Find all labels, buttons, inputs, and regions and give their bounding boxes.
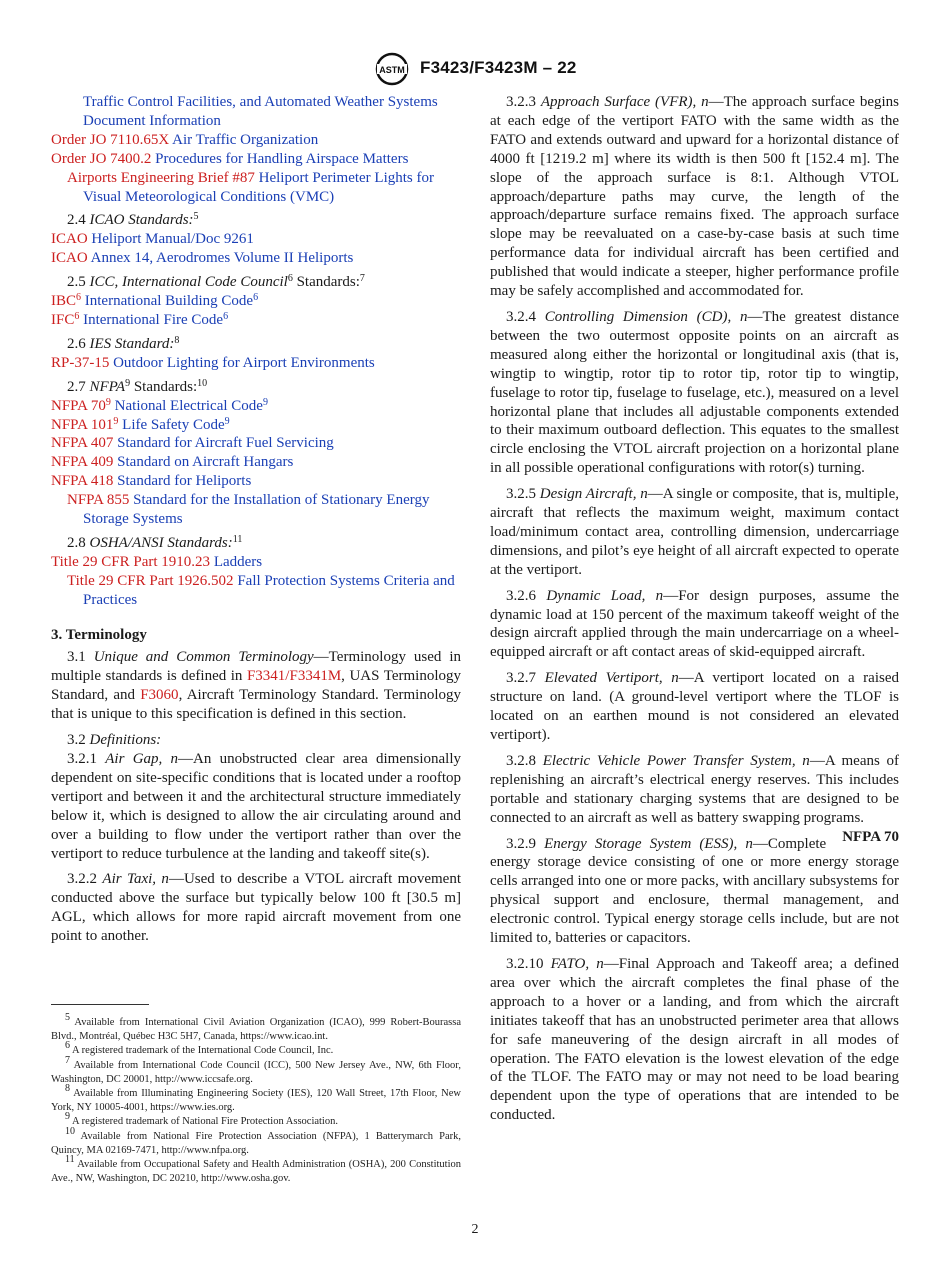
- reference-title-link[interactable]: National Electrical Code$^9$: [114, 396, 268, 414]
- footnote: $^{10}$ Available from National Fire Protection Association (NFPA), 1 Batterymarch Park, Quincy, MA 02169-7471, http://www.nfpa.org.: [51, 1125, 462, 1156]
- footnote: $^5$ Available from International Civil Aviation Organization (ICAO), 999 Robert-Bourassa Blvd., Montréal, Québec H3C 5H7, Canada, https://www.icao.int.: [51, 1012, 461, 1043]
- subsection-heading: 2.4 ICAO Standards:$^5$: [67, 211, 199, 229]
- standard-link[interactable]: F3341/F3341M: [246, 668, 342, 685]
- subsection-heading: 2.7 NFPA$^9$ Standards:$^{10}$: [67, 377, 208, 395]
- reference-item: [51, 453, 461, 472]
- definition-source: NFPA 70: [842, 828, 899, 845]
- document-id: F3423/F3423M – 22: [420, 58, 577, 77]
- reference-code-link[interactable]: RP-37-15: [51, 354, 110, 371]
- definition-paragraph: 3.2.4 Controlling Dimension (CD), n—The greatest distance between the two outermost opposite points on an aircraft as measured along either the horizontal or longitudinal axis (that is, wingtip to wingtip, rotor tip to rotor tip, rotor tip to wingtip, fuselage to rotor tip, fuselage to fuselage, etc.), measured on a level horizontal plane that includes all adjustable components extended to their maximum outboard deflection. This equates to the smallest circle enclosing the VTOL aircraft projection on a horizontal plane in all possible operational configurations with rotor(s) turning.: [490, 308, 900, 477]
- reference-code-link[interactable]: NFPA 418: [51, 473, 114, 490]
- reference-title-link[interactable]: Standard for the Installation of Stationary Energy Storage Systems: [83, 492, 430, 528]
- reference-item: [51, 434, 461, 453]
- reference-code-link[interactable]: NFPA 407: [51, 435, 114, 452]
- reference-title-link[interactable]: Heliport Manual/Doc 9261: [91, 231, 254, 248]
- reference-title-link[interactable]: Traffic Control Facilities, and Automated Weather Systems Document Information: [83, 94, 438, 129]
- reference-item: [51, 230, 461, 249]
- reference-title-link[interactable]: Life Safety Code$^9$: [122, 415, 230, 433]
- subsection-heading: 2.5 ICC, International Code Council$^6$ Standards:$^7$: [67, 273, 365, 291]
- reference-code-link[interactable]: Order JO 7400.2: [51, 150, 152, 167]
- reference-title-link[interactable]: Outdoor Lighting for Airport Environments: [113, 354, 375, 371]
- reference-item: [51, 416, 461, 435]
- definition-paragraph: 3.2.3 Approach Surface (VFR), n—The approach surface begins at each edge of the vertiport FATO with the same width as the FATO and extends outward and upward for a horizontal distance of 4000 ft [1219.2 m] where its width is then 500 ft [152.4 m]. The slope of the approach surface is 8:1. Although VTOL approach/departure paths may curve, the length of the approach/departure surface remains fixed. The approach surface slope may be reevaluated on a case-by-case basis at such time performance data for individual aircraft has been certified and published that would indicate a steeper, higher performance profile may be safely accomplished and accommodated for.: [490, 94, 899, 300]
- reference-item: [51, 169, 461, 207]
- footnote: $^{11}$ Available from Occupational Safety and Health Administration (OSHA), 200 Constitution Ave., NW, Washington, DC 20210, http://www.osha.gov.: [51, 1154, 462, 1185]
- definition-paragraph: 3.2.10 FATO, n—Final Approach and Takeoff area; a defined area over which the aircraft completes the final phase of the approach to a hover or a landing, and from which the aircraft initiates takeoff that has an unobstructed perimeter area that allows for safe maneuvering of the design aircraft in all modes of operation. The FATO elevation is the lowest elevation of the edge of the TLOF. The FATO may or may not need to be load bearing dependent upon the type of operations that are intended to be conducted.: [490, 955, 899, 1124]
- reference-item: [51, 472, 461, 491]
- reference-code-link[interactable]: NFPA 855: [67, 492, 130, 509]
- definition-paragraph: 3.2.1 Air Gap, n—An unobstructed clear area dimensionally dependent on site-specific conditions that is located under a rooftop vertiport and between it and the architectural structure immediately below it, which is designed to allow the air circulating around and over a building to flow under the vertiport rather than over the vertiport to reduce turbulence at the landing and takeoff site(s).: [51, 751, 462, 862]
- reference-title-link[interactable]: Air Traffic Organization: [172, 131, 319, 148]
- reference-title-link[interactable]: International Building Code$^6$: [84, 292, 259, 310]
- reference-code-link[interactable]: NFPA $101^9$: [51, 415, 119, 433]
- reference-item: [51, 354, 461, 373]
- reference-item: [51, 249, 461, 268]
- reference-item: [51, 93, 461, 131]
- reference-title-link[interactable]: Annex 14, Aerodromes Volume II Heliports: [90, 250, 354, 267]
- reference-item: [51, 311, 461, 330]
- page-header: [0, 52, 950, 86]
- reference-title-link[interactable]: Fall Protection Systems Criteria and Practices: [83, 572, 455, 608]
- reference-code-link[interactable]: ICAO: [51, 231, 88, 248]
- paragraph: 3.2 Definitions:: [67, 732, 162, 749]
- reference-code-link[interactable]: NFPA 409: [51, 454, 114, 471]
- reference-item: [51, 491, 461, 529]
- footnote: $^6$ A registered trademark of the International Code Council, Inc.: [65, 1040, 334, 1057]
- reference-title-link[interactable]: Standard for Heliports: [117, 473, 252, 490]
- reference-title-link[interactable]: Standard on Aircraft Hangars: [117, 454, 294, 471]
- right-column: [490, 93, 899, 1125]
- page-number: 2: [471, 1222, 479, 1237]
- subsection-heading: 2.6 IES Standard:$^8$: [67, 334, 180, 352]
- reference-title-link[interactable]: Heliport Perimeter Lights for Visual Meteorological Conditions (VMC): [83, 169, 434, 205]
- definition-paragraph: 3.2.6 Dynamic Load, n—For design purposes, assume the dynamic load at 150 percent of the maximum takeoff weight of the design aircraft applied through the main undercarriage on a wheel-equipped aircraft or aft contact areas of skid-equipped aircraft.: [490, 587, 899, 661]
- svg-text:ASTM: ASTM: [379, 65, 405, 75]
- reference-item: [51, 397, 461, 416]
- reference-code-link[interactable]: Title 29 CFR Part 1926.502: [67, 572, 234, 589]
- footnote-divider: [51, 1004, 149, 1005]
- left-column: [51, 93, 461, 946]
- footnote: $^9$ A registered trademark of National Fire Protection Association.: [65, 1111, 338, 1128]
- definition-paragraph: 3.2.8 Electric Vehicle Power Transfer System, n—A means of replenishing an aircraft’s electrical energy reserves. This includes portable and stationary charging systems that are designed to be connected to an aircraft as well as battery swapping programs. NFPA 70: [490, 752, 899, 845]
- subsection-heading: 2.8 OSHA/ANSI Standards:$^{11}$: [67, 533, 243, 551]
- definition-paragraph: 3.2.7 Elevated Vertiport, n—A vertiport located on a raised structure on land. (A ground-level vertiport where the TLOF is located on an earthen mound is not considered an elevated vertiport).: [490, 670, 899, 743]
- reference-code-link[interactable]: ICAO: [51, 250, 88, 267]
- definition-paragraph: 3.2.2 Air Taxi, n—Used to describe a VTOL aircraft movement conducted above the surface but typically below 100 ft [30.5 m] AGL, which allows for more rapid aircraft movement from one point to another.: [51, 871, 461, 945]
- paragraph: 3.1 Unique and Common Terminology—Terminology used in multiple standards is defined in F3341/F3341M, UAS Terminology Standard, and F3060, Aircraft Terminology Standard. Terminology that is unique to this specification is defined in this section.: [51, 649, 462, 723]
- reference-title-link[interactable]: Procedures for Handling Airspace Matters: [155, 150, 409, 167]
- reference-title-link[interactable]: Standard for Aircraft Fuel Servicing: [117, 435, 334, 452]
- reference-item: [51, 572, 461, 610]
- reference-title-link[interactable]: International Fire Code$^6$: [83, 310, 229, 328]
- reference-code-link[interactable]: Title 29 CFR Part 1910.23: [51, 553, 211, 570]
- definition-paragraph: 3.2.9 Energy Storage System (ESS), n—Complete energy storage device consisting of one or more energy storage cells arranged into one or more packs, with ancillary subsystems for physical support and enclosure, thermal management, and electronic control. Typical energy storage cells include, but are not limited to, batteries or capacitors.: [490, 835, 899, 947]
- astm-logo-icon: [374, 52, 410, 86]
- reference-code-link[interactable]: IBC$^6$: [51, 292, 82, 310]
- reference-item: [51, 150, 461, 169]
- reference-item: [51, 553, 461, 572]
- reference-code-link[interactable]: NFPA $70^9$: [51, 396, 111, 414]
- reference-code-link[interactable]: Order JO 7110.65X: [51, 131, 170, 148]
- footnote: $^8$ Available from Illuminating Engineering Society (IES), 120 Wall Street, 17th Floor, New York, NY 10005-4001, https://www.ies.org.: [51, 1083, 461, 1114]
- footnotes: [51, 1012, 462, 1186]
- reference-code-link[interactable]: IFC$^6$: [51, 310, 80, 328]
- reference-item: [51, 131, 461, 150]
- reference-code-link[interactable]: Airports Engineering Brief #87: [67, 169, 255, 186]
- definition-paragraph: 3.2.5 Design Aircraft, n—A single or composite, that is, multiple, aircraft that reflects the maximum weight, maximum contact load/minimum contact area, controlling dimension, undercarriage dimensions, and pilot’s eye height of all aircraft expected to operate at the vertiport.: [490, 486, 899, 578]
- footnote: $^7$ Available from International Code Council (ICC), 500 New Jersey Ave., NW, 6th Floor, Washington, DC 20001, http://www.iccsafe.org.: [51, 1054, 461, 1085]
- reference-title-link[interactable]: Ladders: [213, 553, 263, 570]
- section-heading: 3. Terminology: [51, 626, 147, 643]
- reference-item: [51, 292, 461, 311]
- standard-link[interactable]: F3060: [140, 687, 179, 704]
